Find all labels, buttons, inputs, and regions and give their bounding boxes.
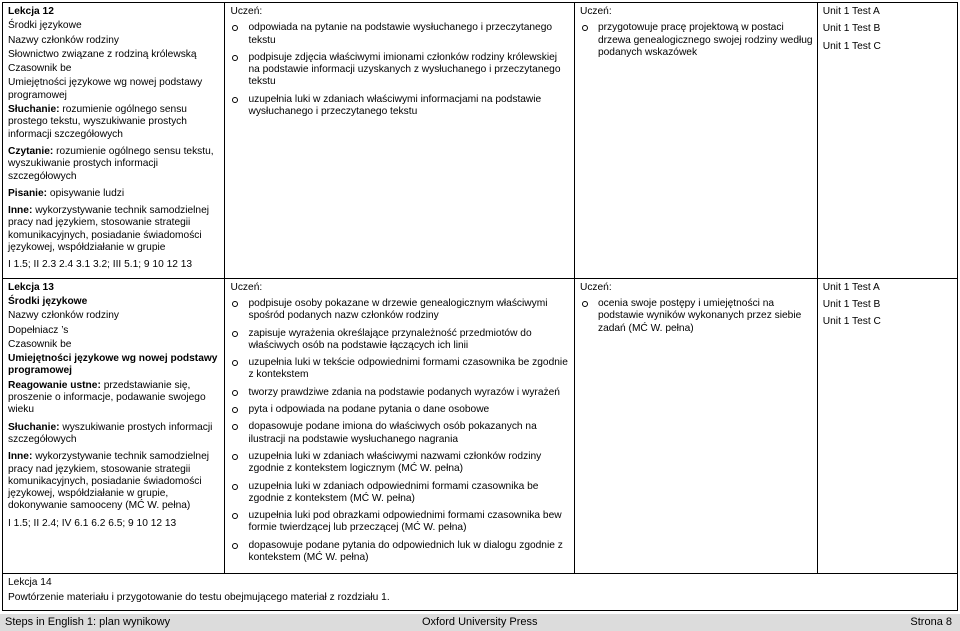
- tests-cell: [817, 278, 957, 574]
- skill-entry: [8, 188, 221, 200]
- skill-label: Inne:: [8, 205, 33, 217]
- requirements-list: [580, 298, 814, 335]
- skill-text: wykorzystywanie technik samodzielnej pracy nad językiem, stosowanie strategii komunikacyjnych, posiadanie świadomości językowej, współdziałanie w grupie: [8, 205, 210, 254]
- lesson-row: [3, 3, 958, 279]
- test-name: Unit 1 Test C: [822, 40, 881, 52]
- skill-entry: [8, 146, 221, 183]
- requirement-item: dopasowuje podane pytania do odpowiednich luk w dialogu zgodnie z kontekstem (MĆ W. pełna): [248, 540, 570, 565]
- skills-heading: Umiejętności językowe wg nowej podstawy programowej: [8, 353, 218, 377]
- skill-label: Inne:: [8, 451, 33, 463]
- requirement-item: przygotowuje pracę projektową w postaci drzewa genealogicznego swojej rodziny według podanych wskazówek: [597, 22, 813, 58]
- lesson-plan-table: [2, 2, 958, 611]
- requirement-item: uzupełnia luki w zdaniach odpowiednimi formami czasownika be zgodnie z kontekstem (MĆ W. pełna): [248, 481, 570, 506]
- skill-label: Słuchanie:: [8, 104, 60, 116]
- student-heading: Uczeń:: [579, 281, 612, 293]
- skill-text: rozumienie ogólnego sensu prostego tekstu, wyszukiwanie prostych informacji szczegółowych: [8, 104, 187, 140]
- section-heading: Środki językowe: [8, 20, 82, 32]
- curriculum-codes: I 1.5; II 2.4; IV 6.1 6.2 6.5; 9 10 12 13: [8, 517, 177, 529]
- requirements-list: [230, 298, 570, 564]
- requirement-item: zapisuje wyrażenia określające przynależność przedmiotów do właściwych osób na podstawie łączących ich linii: [248, 328, 570, 353]
- skill-entry: [8, 104, 221, 141]
- requirement-item: uzupełnia luki w tekście odpowiednimi formami czasownika be zgodnie z kontekstem: [248, 357, 570, 382]
- lesson-title: Lekcja 14: [8, 577, 52, 589]
- requirement-item: uzupełnia luki pod obrazkami odpowiednimi formami czasownika bew formie twierdzącej lub przeczącej (MĆ W. pełna): [248, 510, 570, 535]
- requirement-item: podpisuje zdjęcia właściwymi imionami członków rodziny królewskiej na podstawie informacji uzyskanych z wysłuchanego i przeczytanego tekstu: [248, 52, 570, 89]
- skill-label: Reagowanie ustne:: [8, 379, 101, 391]
- extended-requirements-cell: [574, 278, 817, 574]
- lesson-row: [3, 574, 958, 611]
- skill-entry: [8, 422, 221, 447]
- student-heading: Uczeń:: [230, 6, 263, 17]
- requirement-item: podpisuje osoby pokazane w drzewie genealogicznym właściwymi spośród podanych nazw członków rodziny: [248, 298, 570, 323]
- curriculum-codes: I 1.5; II 2.3 2.4 3.1 3.2; III 5.1; 9 10 12 13: [8, 259, 193, 271]
- grammar-item: Dopełniacz ’s: [8, 324, 69, 336]
- footer-publisher: Oxford University Press: [422, 616, 538, 628]
- footer-document-title: Steps in English 1: plan wynikowy: [5, 616, 171, 628]
- page-footer: [0, 614, 960, 631]
- lesson-row: [3, 278, 958, 574]
- requirement-item: uzupełnia luki w zdaniach właściwymi informacjami na podstawie wysłuchanego i przeczytanego tekstu: [248, 94, 570, 119]
- grammar-item: Czasownik be: [8, 63, 72, 75]
- test-name: Unit 1 Test B: [822, 298, 881, 310]
- section-heading: Środki językowe: [8, 295, 88, 307]
- requirement-item: ocenia swoje postępy i umiejętności na podstawie wyników wykonanych przez siebie zadań (MĆ W. pełna): [598, 298, 814, 335]
- lesson-content-cell: [3, 3, 225, 279]
- skill-entry: [8, 380, 221, 417]
- extended-requirements-cell: [574, 3, 817, 279]
- skill-label: Pisanie:: [8, 187, 48, 199]
- skill-text: wykorzystywanie technik samodzielnej pracy nad językiem, stosowanie strategii komunikacyjnych, posiadanie świadomości językowej, współdziałanie w grupie, dokonywanie samooceny (MĆ W. pełna): [8, 451, 210, 512]
- skills-heading: Umiejętności językowe wg nowej podstawy programowej: [8, 77, 203, 101]
- test-name: Unit 1 Test B: [822, 23, 881, 35]
- skill-label: Czytanie:: [8, 145, 54, 157]
- skill-text: opisywanie ludzi: [49, 187, 125, 199]
- vocabulary-item: Nazwy członków rodziny: [8, 310, 119, 322]
- test-name: Unit 1 Test C: [822, 316, 881, 328]
- lesson-14-cell: [3, 574, 958, 611]
- skill-text: rozumienie ogólnego sensu tekstu, wyszukiwanie prostych informacji szczegółowych: [8, 145, 214, 182]
- skill-text: wyszukiwanie prostych informacji szczegółowych: [8, 421, 213, 445]
- skill-entry: [8, 205, 221, 254]
- skill-entry: [8, 451, 221, 512]
- tests-cell: [817, 3, 957, 279]
- lesson-description: Powtórzenie materiału i przygotowanie do testu obejmującego materiał z rozdziału 1.: [8, 591, 390, 603]
- requirement-item: uzupełnia luki w zdaniach właściwymi nazwami członków rodziny zgodnie z kontekstem logicznym (MĆ W. pełna): [248, 451, 570, 476]
- skill-text: przedstawianie się, proszenie o informacje, podawanie swojego wieku: [8, 379, 206, 416]
- requirement-item: pyta i odpowiada na podane pytania o dane osobowe: [248, 404, 570, 416]
- vocabulary-item: Słownictwo związane z rodziną królewską: [8, 48, 197, 60]
- requirements-list: [580, 22, 814, 59]
- requirement-item: tworzy prawdziwe zdania na podstawie podanych wyrazów i wyrażeń: [248, 387, 570, 399]
- lesson-title: Lekcja 12: [8, 6, 54, 17]
- lesson-title: Lekcja 13: [8, 281, 54, 293]
- test-name: Unit 1 Test A: [822, 6, 880, 17]
- lesson-content-cell: [3, 278, 225, 574]
- test-name: Unit 1 Test A: [822, 281, 880, 293]
- basic-requirements-cell: [225, 278, 574, 574]
- requirements-list: [230, 22, 570, 118]
- requirement-item: odpowiada na pytanie na podstawie wysłuchanego i przeczytanego tekstu: [248, 22, 570, 47]
- vocabulary-item: Nazwy członków rodziny: [8, 34, 119, 46]
- student-heading: Uczeń:: [579, 6, 612, 17]
- requirement-item: dopasowuje podane imiona do właściwych osób pokazanych na ilustracji na podstawie wysłuchanego nagrania: [248, 421, 570, 446]
- footer-page-number: Strona 8: [910, 616, 952, 628]
- skill-label: Słuchanie:: [8, 421, 60, 433]
- basic-requirements-cell: [225, 3, 574, 279]
- grammar-item: Czasownik be: [8, 338, 72, 350]
- student-heading: Uczeń:: [230, 281, 263, 293]
